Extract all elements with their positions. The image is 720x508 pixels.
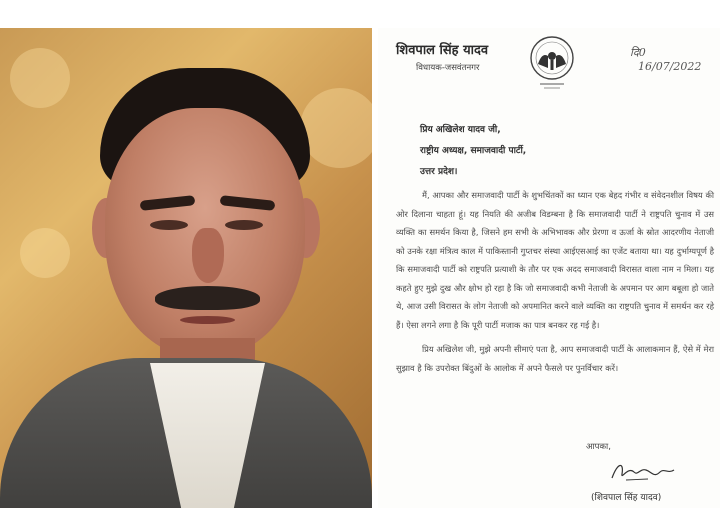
mustache — [155, 286, 260, 310]
samajwadi-emblem-icon — [528, 34, 576, 92]
salutation-line: उत्तर प्रदेश। — [420, 167, 458, 177]
background-bokeh — [300, 88, 372, 168]
sender-name: शिवपाल सिंह यादव — [396, 43, 489, 58]
background-bokeh — [10, 48, 70, 108]
signature-name: (शिवपाल सिंह यादव) — [591, 493, 662, 503]
handwritten-date — [630, 46, 701, 74]
background-bokeh — [20, 228, 70, 278]
letter-document — [378, 28, 720, 508]
date-prefix: दि0 — [630, 46, 646, 59]
paragraph: प्रिय अखिलेश जी, मुझे अपनी सीमाएं पता है, आप समाजवादी पार्टी के आलाकमान हैं, ऐसे में मेरा सुझाव है कि उपरोक्त बिंदुओं के आलोक में अपने फैसले पर पुनर्विचार करें। — [396, 344, 714, 373]
closing: आपका, — [586, 442, 611, 452]
paragraph: मैं, आपका और समाजवादी पार्टी के शुभचिंतकों का ध्यान एक बेहद गंभीर व संवेदनशील विषय की ओर दिलाना चाहता हूं। यह नियति की अजीब विडम्बना है कि समाजवादी पार्टी ने राष्ट्रपति चुनाव में उस व्यक्ति का समर्थन किया है, जिसने हम सभी के अभिभावक और प्रेरणा व ऊर्जा के स्रोत आदरणीय नेताजी को उनके रक्षा मंत्रित्व काल में पाकिस्तानी गुप्तचर संस्था आईएसआई का एजेंट बताया था। यह दुर्भाग्यपूर्ण है कि समाजवादी पार्टी को राष्ट्रपति प्रत्याशी के तौर पर एक अदद समाजवादी विरासत वाला नाम न मिला। यह कहते हुए मुझे दुख और क्षोभ हो रहा है कि जो समाजवादी कभी नेताजी के अपमान पर आग बबूला हो जाते थे, आज उसी विरासत के लोग नेताजी को अपमानित करने वाले व्यक्ति का राष्ट्रपति चुनाव में समर्थन कर रहे हैं। ऐसा लगने लगा है कि पूरी पार्टी मजाक का पात्र बनकर रह गई है। — [396, 190, 714, 330]
mouth — [180, 316, 235, 324]
sender-title: विधायक-जसवंतनगर — [416, 63, 480, 73]
left-eye — [150, 220, 188, 230]
right-eye — [225, 220, 263, 230]
salutation-line: प्रिय अखिलेश यादव जी, — [420, 125, 501, 135]
portrait-photo — [0, 28, 372, 508]
handwritten-signature — [608, 458, 678, 486]
date-value: 16/07/2022 — [638, 60, 702, 73]
salutation — [420, 120, 526, 183]
letter-body — [396, 186, 714, 377]
nose — [192, 228, 224, 283]
salutation-line: राष्ट्रीय अध्यक्ष, समाजवादी पार्टी, — [420, 146, 527, 156]
